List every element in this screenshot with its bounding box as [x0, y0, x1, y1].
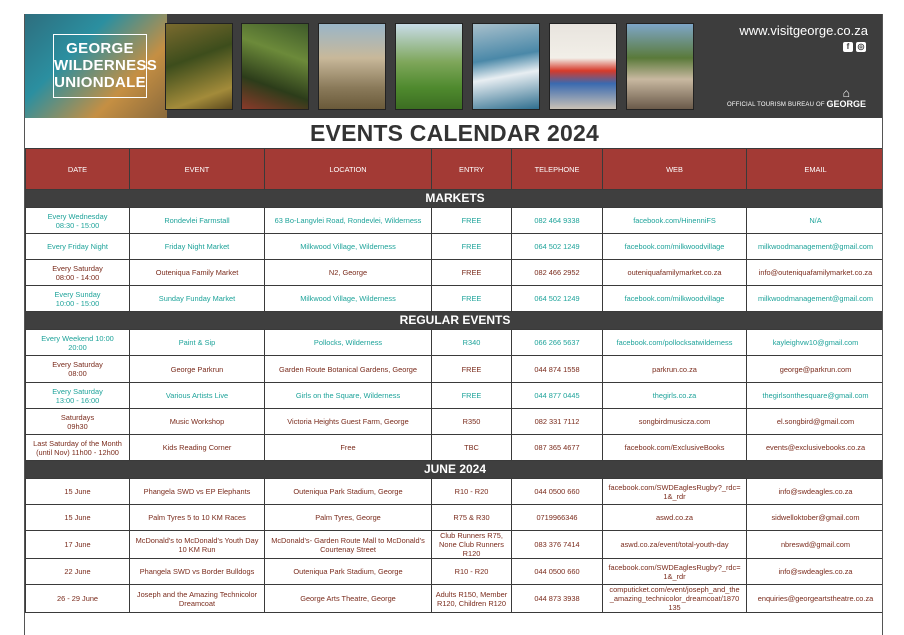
event-email[interactable]: enquiries@georgeartstheatre.co.za: [747, 585, 884, 613]
event-email[interactable]: info@outeniquafamilymarket.co.za: [747, 260, 884, 286]
event-web[interactable]: songbirdmusicza.com: [603, 409, 747, 435]
event-date: Every Wednesday 08:30 - 15:00: [26, 208, 130, 234]
official-caption: OFFICIAL TOURISM BUREAU OF: [727, 102, 825, 108]
event-entry: Adults R150, Member R120, Children R120: [432, 585, 512, 613]
column-header: TELEPHONE: [512, 149, 603, 190]
event-email[interactable]: events@exclusivebooks.co.za: [747, 435, 884, 461]
event-date: Saturdays 09h30: [26, 409, 130, 435]
photo-gallery: [549, 23, 617, 110]
event-date: Every Friday Night: [26, 234, 130, 260]
event-entry: FREE: [432, 208, 512, 234]
event-date: 26 - 29 June: [26, 585, 130, 613]
brand-line: UNIONDALE: [54, 74, 146, 91]
event-telephone: 083 376 7414: [512, 531, 603, 559]
event-telephone: 044 874 1558: [512, 356, 603, 383]
event-date: 22 June: [26, 559, 130, 585]
event-web[interactable]: aswd.co.za: [603, 505, 747, 531]
event-web[interactable]: aswd.co.za/event/total-youth-day: [603, 531, 747, 559]
event-location: Victoria Heights Guest Farm, George: [265, 409, 432, 435]
event-web[interactable]: facebook.com/SWDEaglesRugby?_rdc= 1&_rdr: [603, 559, 747, 585]
social-icons: [843, 42, 866, 52]
event-location: 63 Bo-Langvlei Road, Rondevlei, Wilderness: [265, 208, 432, 234]
event-entry: FREE: [432, 286, 512, 312]
event-name: Joseph and the Amazing Technicolor Dreamcoat: [130, 585, 265, 613]
event-telephone: 044 873 3938: [512, 585, 603, 613]
event-entry: R350: [432, 409, 512, 435]
table-row: [26, 330, 884, 356]
event-name: Palm Tyres 5 to 10 KM Races: [130, 505, 265, 531]
table-row: [26, 409, 884, 435]
column-header: WEB: [603, 149, 747, 190]
event-entry: R75 & R30: [432, 505, 512, 531]
table-row: [26, 286, 884, 312]
event-date: Every Saturday 08:00: [26, 356, 130, 383]
photo-horse-rider: [626, 23, 694, 110]
event-name: Outeniqua Family Market: [130, 260, 265, 286]
event-name: Sunday Funday Market: [130, 286, 265, 312]
event-entry: R340: [432, 330, 512, 356]
event-email[interactable]: milkwoodmanagement@gmail.com: [747, 234, 884, 260]
event-location: N2, George: [265, 260, 432, 286]
event-web[interactable]: facebook.com/ExclusiveBooks: [603, 435, 747, 461]
event-web[interactable]: thegirls.co.za: [603, 383, 747, 409]
event-telephone: 0719966346: [512, 505, 603, 531]
george-logo: [826, 87, 866, 109]
event-entry: Club Runners R75, None Club Runners R120: [432, 531, 512, 559]
event-name: Various Artists Live: [130, 383, 265, 409]
event-location: Milkwood Village, Wilderness: [265, 234, 432, 260]
event-email[interactable]: N/A: [747, 208, 884, 234]
table-row: [26, 479, 884, 505]
event-name: McDonald's to McDonald's Youth Day 10 KM Run: [130, 531, 265, 559]
event-name: Phangela SWD vs Border Bulldogs: [130, 559, 265, 585]
photo-climber: [241, 23, 309, 110]
event-entry: FREE: [432, 234, 512, 260]
brand-panel: [25, 14, 167, 118]
event-telephone: 082 466 2952: [512, 260, 603, 286]
event-web[interactable]: facebook.com/milkwoodvillage: [603, 286, 747, 312]
event-location: Outeniqua Park Stadium, George: [265, 559, 432, 585]
event-name: George Parkrun: [130, 356, 265, 383]
table-row: [26, 208, 884, 234]
event-name: Phangela SWD vs EP Elephants: [130, 479, 265, 505]
event-entry: FREE: [432, 383, 512, 409]
event-location: Garden Route Botanical Gardens, George: [265, 356, 432, 383]
event-location: Pollocks, Wilderness: [265, 330, 432, 356]
event-email[interactable]: el.songbird@gmail.com: [747, 409, 884, 435]
event-email[interactable]: thegirlsonthesquare@gmail.com: [747, 383, 884, 409]
events-table: [25, 148, 883, 613]
event-web[interactable]: computicket.com/event/joseph_and_the _amazing_technicolor_dreamcoat/1870 135: [603, 585, 747, 613]
event-email[interactable]: kayleighvw10@gmail.com: [747, 330, 884, 356]
section-header-row: [26, 461, 884, 479]
event-entry: R10 - R20: [432, 559, 512, 585]
column-header: DATE: [26, 149, 130, 190]
section-title: JUNE 2024: [26, 461, 884, 479]
event-telephone: 066 266 5637: [512, 330, 603, 356]
table-row: [26, 531, 884, 559]
events-calendar-sheet: [24, 14, 883, 635]
section-title: MARKETS: [26, 190, 884, 208]
event-email[interactable]: nbreswd@gmail.com: [747, 531, 884, 559]
event-entry: FREE: [432, 356, 512, 383]
event-telephone: 082 464 9338: [512, 208, 603, 234]
photo-forest: [165, 23, 233, 110]
event-telephone: 087 365 4677: [512, 435, 603, 461]
table-row: [26, 356, 884, 383]
event-email[interactable]: milkwoodmanagement@gmail.com: [747, 286, 884, 312]
table-row: [26, 435, 884, 461]
facebook-icon[interactable]: f: [843, 42, 853, 52]
table-row: [26, 260, 884, 286]
photo-golf: [395, 23, 463, 110]
event-web[interactable]: facebook.com/pollocksatwilderness: [603, 330, 747, 356]
header-banner: [25, 14, 883, 118]
section-header-row: [26, 312, 884, 330]
table-row: [26, 585, 884, 613]
event-entry: R10 - R20: [432, 479, 512, 505]
event-name: Rondevlei Farmstall: [130, 208, 265, 234]
event-web[interactable]: facebook.com/milkwoodvillage: [603, 234, 747, 260]
event-name: Friday Night Market: [130, 234, 265, 260]
event-email[interactable]: sidwelloktober@gmail.com: [747, 505, 884, 531]
column-header: LOCATION: [265, 149, 432, 190]
event-telephone: 044 877 0445: [512, 383, 603, 409]
table-row: [26, 234, 884, 260]
event-location: Milkwood Village, Wilderness: [265, 286, 432, 312]
header-row: [26, 149, 884, 190]
event-name: Kids Reading Corner: [130, 435, 265, 461]
table-row: [26, 505, 884, 531]
event-location: Palm Tyres, George: [265, 505, 432, 531]
column-header: EVENT: [130, 149, 265, 190]
brand-line: WILDERNESS: [54, 57, 158, 74]
event-telephone: 082 331 7112: [512, 409, 603, 435]
event-location: McDonald's- Garden Route Mall to McDonald's Courtenay Street: [265, 531, 432, 559]
event-location: Free: [265, 435, 432, 461]
brand-line: GEORGE: [66, 40, 134, 57]
event-date: 15 June: [26, 505, 130, 531]
event-web[interactable]: outeniquafamilymarket.co.za: [603, 260, 747, 286]
event-email[interactable]: george@parkrun.com: [747, 356, 884, 383]
event-entry: TBC: [432, 435, 512, 461]
photo-surfer: [472, 23, 540, 110]
logo-text: GEORGE: [826, 99, 866, 109]
event-date: 17 June: [26, 531, 130, 559]
instagram-icon[interactable]: ◎: [857, 42, 865, 51]
event-name: Music Workshop: [130, 409, 265, 435]
event-telephone: 044 0500 660: [512, 559, 603, 585]
page-title: EVENTS CALENDAR 2024: [309, 120, 600, 146]
event-web[interactable]: facebook.com/SWDEaglesRugby?_rdc= 1&_rdr: [603, 479, 747, 505]
event-telephone: 044 0500 660: [512, 479, 603, 505]
event-date: Every Sunday 10:00 - 15:00: [26, 286, 130, 312]
event-location: Girls on the Square, Wilderness: [265, 383, 432, 409]
event-telephone: 064 502 1249: [512, 234, 603, 260]
event-date: Every Saturday 13:00 - 16:00: [26, 383, 130, 409]
section-header-row: [26, 190, 884, 208]
column-header: EMAIL: [747, 149, 884, 190]
event-name: Paint & Sip: [130, 330, 265, 356]
event-telephone: 064 502 1249: [512, 286, 603, 312]
table-row: [26, 559, 884, 585]
event-web[interactable]: facebook.com/HinenniFS: [603, 208, 747, 234]
event-email[interactable]: info@swdeagles.co.za: [747, 559, 884, 585]
table-row: [26, 383, 884, 409]
section-title: REGULAR EVENTS: [26, 312, 884, 330]
event-location: Outeniqua Park Stadium, George: [265, 479, 432, 505]
event-entry: FREE: [432, 260, 512, 286]
logo-mark-icon: ⌂: [842, 86, 850, 100]
event-web[interactable]: parkrun.co.za: [603, 356, 747, 383]
brand-logo: [53, 34, 158, 98]
column-header: ENTRY: [432, 149, 512, 190]
event-date: 15 June: [26, 479, 130, 505]
event-date: Last Saturday of the Month (until Nov) 11h00 - 12h00: [26, 435, 130, 461]
photo-statues: [318, 23, 386, 110]
event-date: Every Weekend 10:00 20:00: [26, 330, 130, 356]
website-link[interactable]: www.visitgeorge.co.za: [739, 23, 868, 38]
event-email[interactable]: info@swdeagles.co.za: [747, 479, 884, 505]
event-location: George Arts Theatre, George: [265, 585, 432, 613]
event-date: Every Saturday 08:00 - 14:00: [26, 260, 130, 286]
